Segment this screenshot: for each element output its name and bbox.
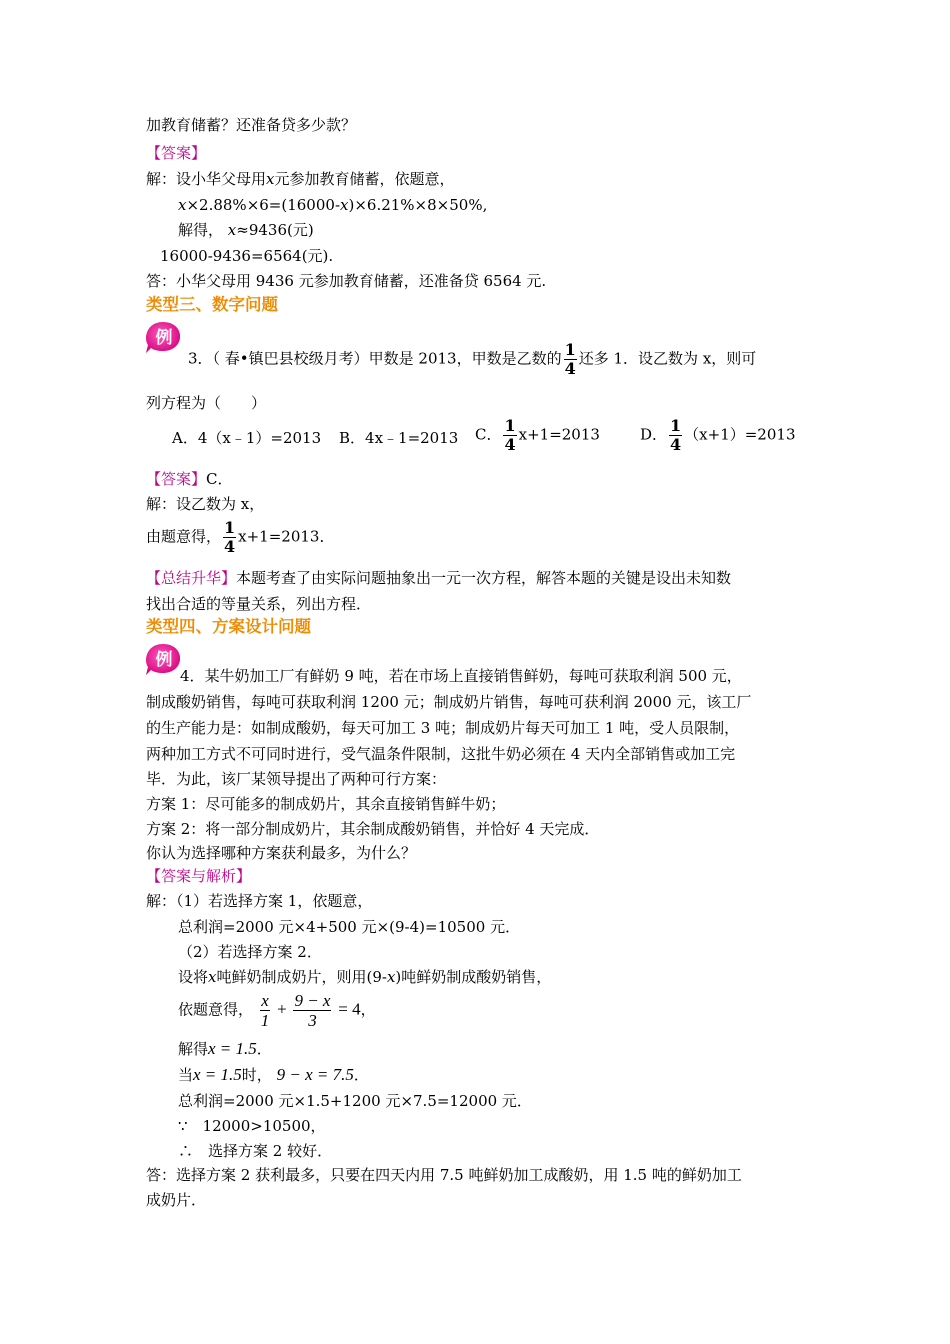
solution-4-profit: 总利润=2000 元×1.5+1200 元×7.5=12000 元．	[178, 1092, 532, 1110]
solution-4-equation: 依题意得， $\frac{x}{1}$ + $\frac{9 - x}{3}$ = 4，	[178, 991, 376, 1030]
svg-text:例: 例	[155, 650, 173, 670]
solution-line-1: 解：设小华父母用x元参加教育储蓄，依题意，	[146, 170, 455, 188]
option-a: A．4（x﹣1）=2013	[172, 429, 322, 447]
question-4-line-2: 制成酸奶销售，每吨可获取利润 1200 元；制成奶片销售，每吨可获利润 2000 元，该工厂	[146, 693, 752, 711]
equation-line-2: 解得， x≈9436(元)	[178, 221, 314, 239]
answer-tag: 【答案】	[146, 144, 207, 162]
final-answer-4-line-1: 答：选择方案 2 获利最多，只要在四天内用 7.5 吨鲜奶加工成酸奶，用 1.5 吨的鲜奶加工	[146, 1166, 742, 1184]
continued-question-line: 加教育储蓄？还准备贷多少款？	[146, 116, 357, 134]
section-heading-4: 类型四、方案设计问题	[146, 617, 311, 636]
answer-analysis-tag: 【答案与解析】	[146, 867, 252, 885]
question-4-line-4: 两种加工方式不可同时进行，受气温条件限制，这批牛奶必须在 4 天内全部销售或加工完	[146, 745, 736, 763]
question-4-ask: 你认为选择哪种方案获利最多，为什么？	[146, 844, 417, 862]
plan-2: 方案 2：将一部分制成奶片，其余制成酸奶销售，并恰好 4 天完成．	[146, 820, 600, 838]
solution-4-because: ∵ 12000>10500，	[178, 1117, 326, 1135]
option-c: C． $\frac{1}{4}$ x+1=2013	[475, 416, 600, 454]
question-4-line-3: 的生产能力是：如制成酸奶，每天可加工 3 吨；制成奶片每天可加工 1 吨，受人员限制，	[146, 719, 740, 737]
solution-3-line-2: 由题意得， $\frac{1}{4}$ x+1=2013．	[146, 518, 335, 556]
question-3-line-1: 3．（ 春•镇巴县校级月考）甲数是 2013，甲数是乙数的 $\frac{1}{4}$ 还多 1．设乙数为 x，则可	[188, 340, 757, 378]
question-4-line-1: 4．某牛奶加工厂有鲜奶 9 吨，若在市场上直接销售鲜奶，每吨可获取利润 500 元，	[180, 667, 742, 685]
solution-4-line-3: （2）若选择方案 2．	[178, 943, 322, 961]
summary-line-2: 找出合适的等量关系，列出方程．	[146, 595, 372, 613]
solution-4-line-4: 设将x吨鲜奶制成奶片，则用(9-x)吨鲜奶制成酸奶销售，	[178, 968, 552, 986]
question-4-line-5: 毕．为此，该厂某领导提出了两种可行方案：	[146, 770, 447, 788]
question-3-line-2: 列方程为（ ）	[146, 394, 267, 412]
final-answer-1: 答：小华父母用 9436 元参加教育储蓄，还准备贷 6564 元.	[146, 272, 547, 290]
final-answer-4-line-2: 成奶片．	[146, 1191, 207, 1209]
solution-4-line-1: 解：（1）若选择方案 1，依题意，	[146, 892, 373, 910]
option-b: B．4x﹣1=2013	[339, 429, 459, 447]
svg-text:例: 例	[155, 328, 173, 348]
plan-1: 方案 1：尽可能多的制成奶片，其余直接销售鲜牛奶；	[146, 795, 506, 813]
option-d: D． $\frac{1}{4}$ （x+1）=2013	[640, 416, 796, 454]
fraction-one-quarter: $\frac{1}{4}$	[564, 340, 576, 378]
solution-4-therefore: ∴ 选择方案 2 较好．	[178, 1142, 333, 1160]
answer-line-3: 【答案】C．	[146, 470, 233, 488]
solution-4-when: 当x = 1.5时， 9 − x = 7.5．	[178, 1065, 369, 1084]
equation-line-1: x×2.88%×6=(16000-x)×6.21%×8×50%,	[178, 196, 488, 214]
equation-line-3: 16000-9436=6564(元).	[160, 247, 334, 265]
solution-3-line-1: 解：设乙数为 x，	[146, 495, 265, 513]
example-badge-icon	[144, 320, 182, 354]
section-heading-3: 类型三、数字问题	[146, 295, 278, 314]
summary-line-1: 【总结升华】本题考查了由实际问题抽象出一元一次方程，解答本题的关键是设出未知数	[146, 569, 732, 587]
solution-4-line-2: 总利润=2000 元×4+500 元×(9-4)=10500 元．	[178, 918, 521, 936]
example-badge-icon	[144, 642, 182, 676]
solution-4-solve: 解得x = 1.5．	[178, 1039, 272, 1058]
